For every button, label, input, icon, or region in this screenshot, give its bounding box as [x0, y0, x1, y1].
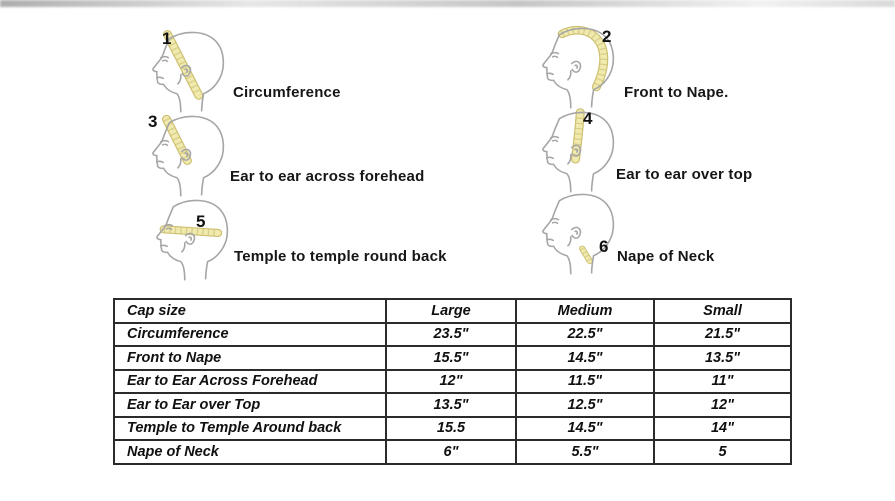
head-figure-front-to-nape [528, 24, 623, 114]
row-label: Ear to Ear Across Forehead [114, 370, 386, 394]
cell-small: 21.5" [654, 323, 791, 347]
row-label: Circumference [114, 323, 386, 347]
table-header-row [114, 299, 791, 323]
measure-tape-band-icon [167, 119, 188, 160]
scan-noise-edge [0, 0, 895, 7]
column-header-cap-size: Cap size [114, 299, 386, 323]
step-number: 5 [196, 212, 206, 231]
cell-medium: 14.5" [516, 346, 654, 370]
cell-large: 15.5 [386, 417, 516, 441]
table-row [114, 417, 791, 441]
step-number: 4 [583, 109, 593, 128]
row-label: Temple to Temple Around back [114, 417, 386, 441]
column-header-small: Small [654, 299, 791, 323]
head-profile-icon [528, 190, 623, 280]
cell-medium: 22.5" [516, 323, 654, 347]
cell-small: 14" [654, 417, 791, 441]
cell-small: 11" [654, 370, 791, 394]
measurement-label-temple-to-temple: Temple to temple round back [234, 248, 447, 265]
cell-medium: 5.5" [516, 440, 654, 464]
head-figure-circumference [138, 28, 233, 118]
measurement-label-front-to-nape: Front to Nape. [624, 84, 729, 101]
measurement-label-nape-of-neck: Nape of Neck [617, 248, 715, 265]
row-label: Ear to Ear over Top [114, 393, 386, 417]
step-number: 3 [148, 112, 158, 131]
head-figure-nape-of-neck [528, 190, 623, 280]
cell-small: 13.5" [654, 346, 791, 370]
table-row [114, 323, 791, 347]
head-figure-ear-to-ear-across-forehead [138, 112, 233, 202]
head-profile-icon [138, 28, 233, 118]
row-label: Front to Nape [114, 346, 386, 370]
table-row [114, 393, 791, 417]
cell-large: 13.5" [386, 393, 516, 417]
cell-small: 5 [654, 440, 791, 464]
cell-small: 12" [654, 393, 791, 417]
measurement-label-ear-to-ear-over-top: Ear to ear over top [616, 166, 753, 183]
cell-large: 12" [386, 370, 516, 394]
column-header-medium: Medium [516, 299, 654, 323]
cap-size-table [113, 298, 792, 465]
cell-medium: 14.5" [516, 417, 654, 441]
cell-large: 6" [386, 440, 516, 464]
cell-medium: 12.5" [516, 393, 654, 417]
cell-large: 23.5" [386, 323, 516, 347]
cell-large: 15.5" [386, 346, 516, 370]
measurement-label-ear-to-ear-across-forehead: Ear to ear across forehead [230, 168, 425, 185]
table-row [114, 440, 791, 464]
row-label: Nape of Neck [114, 440, 386, 464]
column-header-large: Large [386, 299, 516, 323]
head-figure-temple-to-temple [142, 196, 237, 286]
measure-tape-band-icon [582, 249, 590, 262]
measurement-label-circumference: Circumference [233, 84, 341, 101]
step-number: 6 [599, 237, 609, 256]
head-profile-icon [528, 108, 623, 198]
head-figure-ear-to-ear-over-top [528, 108, 623, 198]
head-profile-icon [142, 196, 237, 286]
table-row [114, 346, 791, 370]
step-number: 2 [602, 27, 612, 46]
step-number: 1 [162, 29, 172, 48]
measure-tape-band-icon [167, 34, 198, 95]
table-row [114, 370, 791, 394]
cell-medium: 11.5" [516, 370, 654, 394]
